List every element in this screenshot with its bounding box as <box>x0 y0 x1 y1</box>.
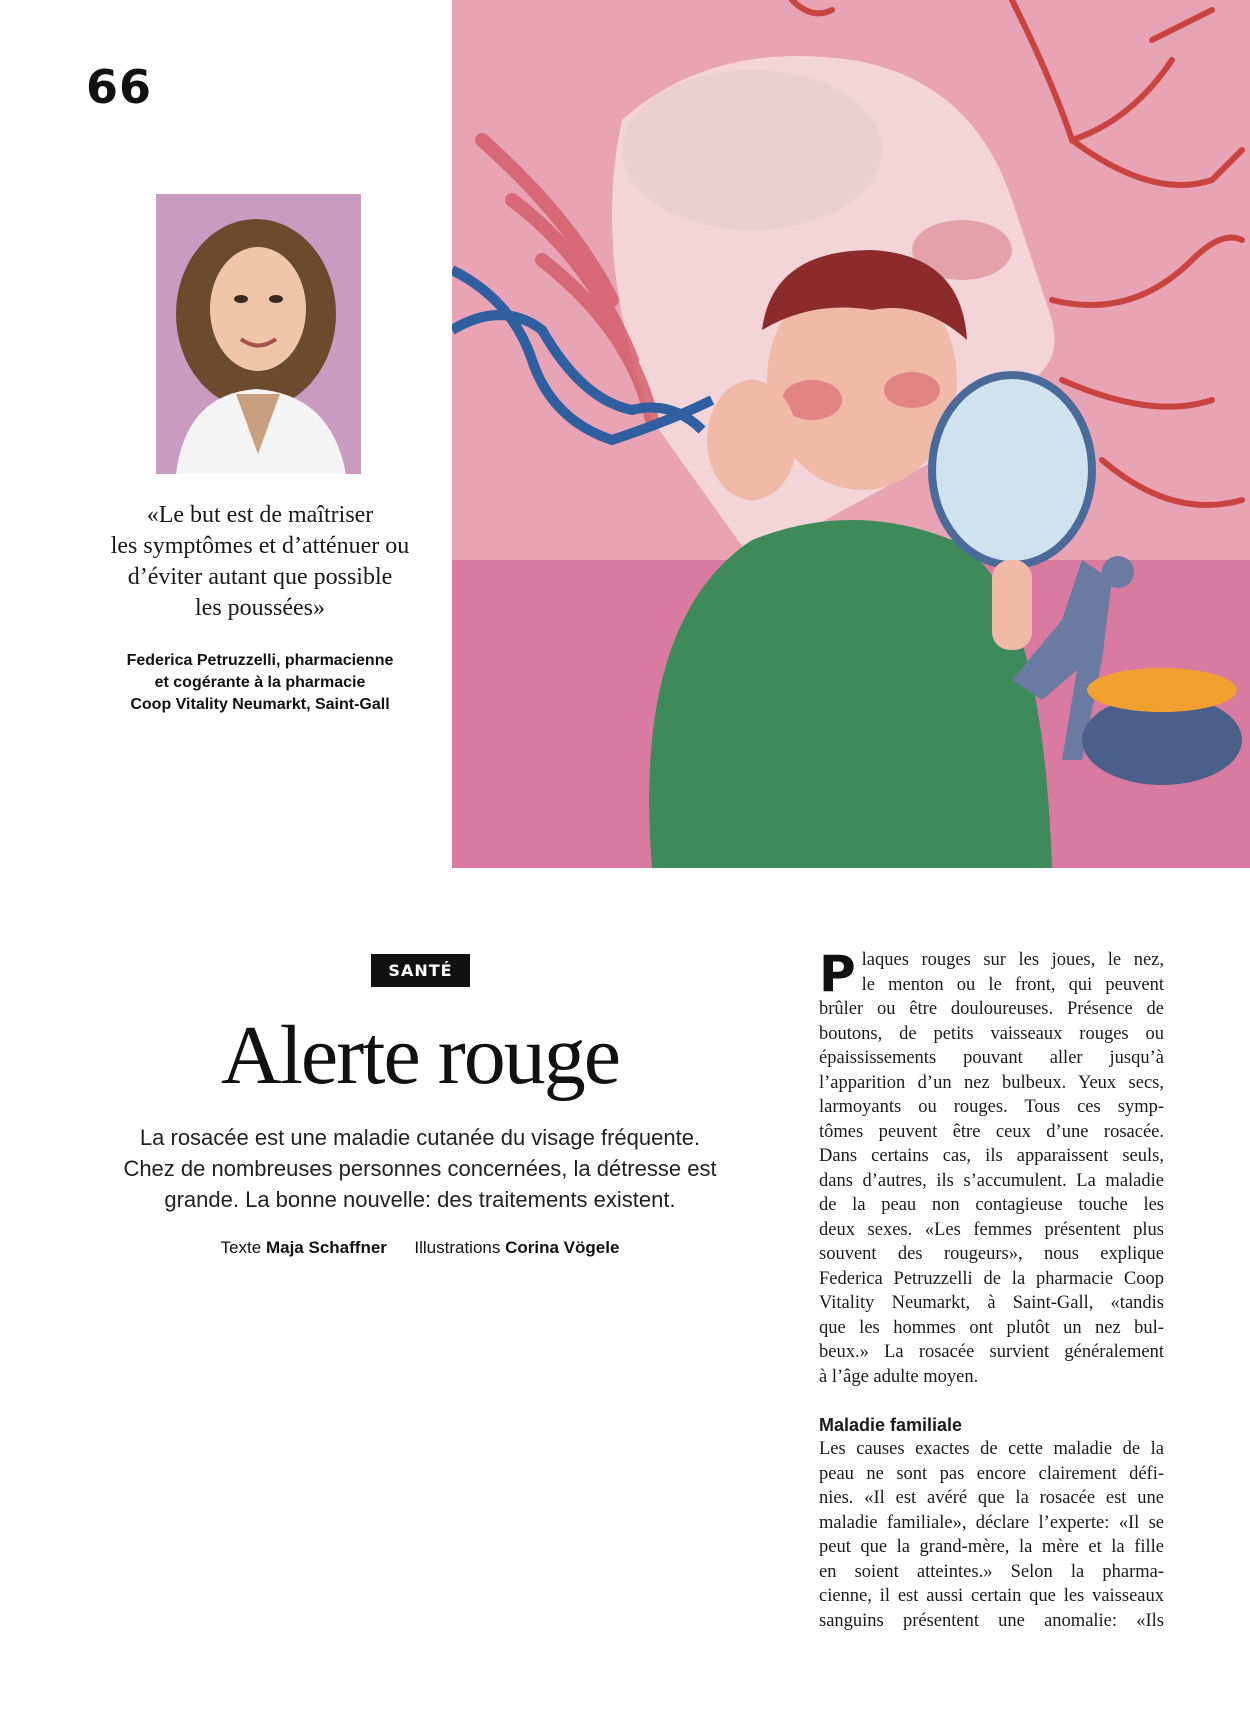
body-line: le menton ou le front, qui peuvent <box>861 974 1164 995</box>
body-line: sanguins présentent une anomalie: «Ils <box>819 1610 1164 1631</box>
body-line: épaississements pouvant aller jusqu’à <box>819 1048 1164 1068</box>
quote-attribution <box>100 650 420 716</box>
body-line: que les hommes ont plutôt un nez bul- <box>819 1317 1164 1338</box>
lead-line: La rosacée est une maladie cutanée du visage fréquente. <box>139 1125 701 1150</box>
body-line: beux.» La rosacée survient généralement <box>819 1342 1164 1362</box>
body-line: boutons, de petits vaisseaux rouges ou <box>819 1023 1164 1044</box>
body-line: deux sexes. «Les femmes présentent plus <box>819 1219 1164 1240</box>
attribution-line: Coop Vitality Neumarkt, Saint-Gall <box>130 696 390 713</box>
body-line: maladie familiale», déclare l’experte: «Il se <box>819 1512 1164 1533</box>
text-credit-label: Texte <box>220 1238 262 1257</box>
attribution-line: et cogérante à la pharmacie <box>154 674 366 691</box>
article-headline: Alerte rouge <box>220 1009 620 1102</box>
body-line: de la peau non contagieuse touche les <box>819 1195 1164 1215</box>
illustrations-credit-label: Illustrations <box>414 1238 501 1257</box>
body-line: laques rouges sur les joues, le nez, <box>861 950 1164 970</box>
section-subhead: Maladie familiale <box>819 1415 963 1435</box>
body-line: nies. «Il est avéré que la rosacée est une <box>819 1488 1164 1508</box>
body-line: à l’âge adulte moyen. <box>819 1366 979 1387</box>
article-body <box>819 945 1164 1633</box>
body-paragraph-1 <box>819 945 1164 1389</box>
body-line: brûler ou être douloureuses. Présence de <box>819 999 1164 1019</box>
body-paragraph-2 <box>819 1437 1164 1633</box>
body-line: cienne, il est aussi certain que les vaisseaux <box>819 1586 1164 1606</box>
body-line: larmoyants ou rouges. Tous ces symp- <box>819 1097 1164 1117</box>
text-credit-author: Maja Schaffner <box>265 1238 387 1257</box>
body-line: peau ne sont pas encore clairement défi- <box>819 1463 1164 1484</box>
quote-line: les symptômes et d’atténuer ou <box>110 533 410 559</box>
article-lead <box>110 1122 730 1215</box>
quote-line: les poussées» <box>195 595 325 621</box>
quote-line: «Le but est de maîtriser <box>146 502 374 528</box>
body-line: Vitality Neumarkt, à Saint-Gall, «tandis <box>819 1293 1164 1313</box>
body-line: tômes peuvent être ceux d’une rosacée. <box>819 1121 1164 1142</box>
category-badge: SANTÉ <box>371 954 470 987</box>
pull-quote <box>110 500 410 624</box>
body-line: peut que la grand-mère, la mère et la fille <box>819 1537 1164 1557</box>
main-illustration <box>452 0 1250 868</box>
author-portrait <box>156 194 361 474</box>
quote-line: d’éviter autant que possible <box>127 564 393 590</box>
body-line: Dans certains cas, ils apparaissent seuls, <box>819 1146 1164 1166</box>
body-line: en soient atteintes.» Selon la pharma- <box>819 1561 1164 1582</box>
body-line: dans d’autres, ils s’accumulent. La maladie <box>819 1170 1164 1191</box>
attribution-line: Federica Petruzzelli, pharmacienne <box>126 652 394 669</box>
page-number: 66 <box>86 60 153 114</box>
body-line: Les causes exactes de cette maladie de la <box>819 1439 1164 1459</box>
drop-cap: P <box>819 945 856 1003</box>
illustrations-credit-author: Corina Vögele <box>505 1238 620 1257</box>
body-line: Federica Petruzzelli de la pharmacie Coop <box>819 1268 1164 1289</box>
lead-line: grande. La bonne nouvelle: des traitements existent. <box>164 1187 676 1212</box>
portrait-photo <box>156 194 361 474</box>
body-line: l’apparition d’un nez bulbeux. Yeux secs, <box>819 1072 1164 1093</box>
rosacea-illustration <box>452 0 1250 868</box>
article-credits <box>100 1238 740 1258</box>
body-line: souvent des rougeurs», nous explique <box>819 1244 1164 1264</box>
lead-line: Chez de nombreuses personnes concernées, la détresse est <box>123 1156 717 1181</box>
